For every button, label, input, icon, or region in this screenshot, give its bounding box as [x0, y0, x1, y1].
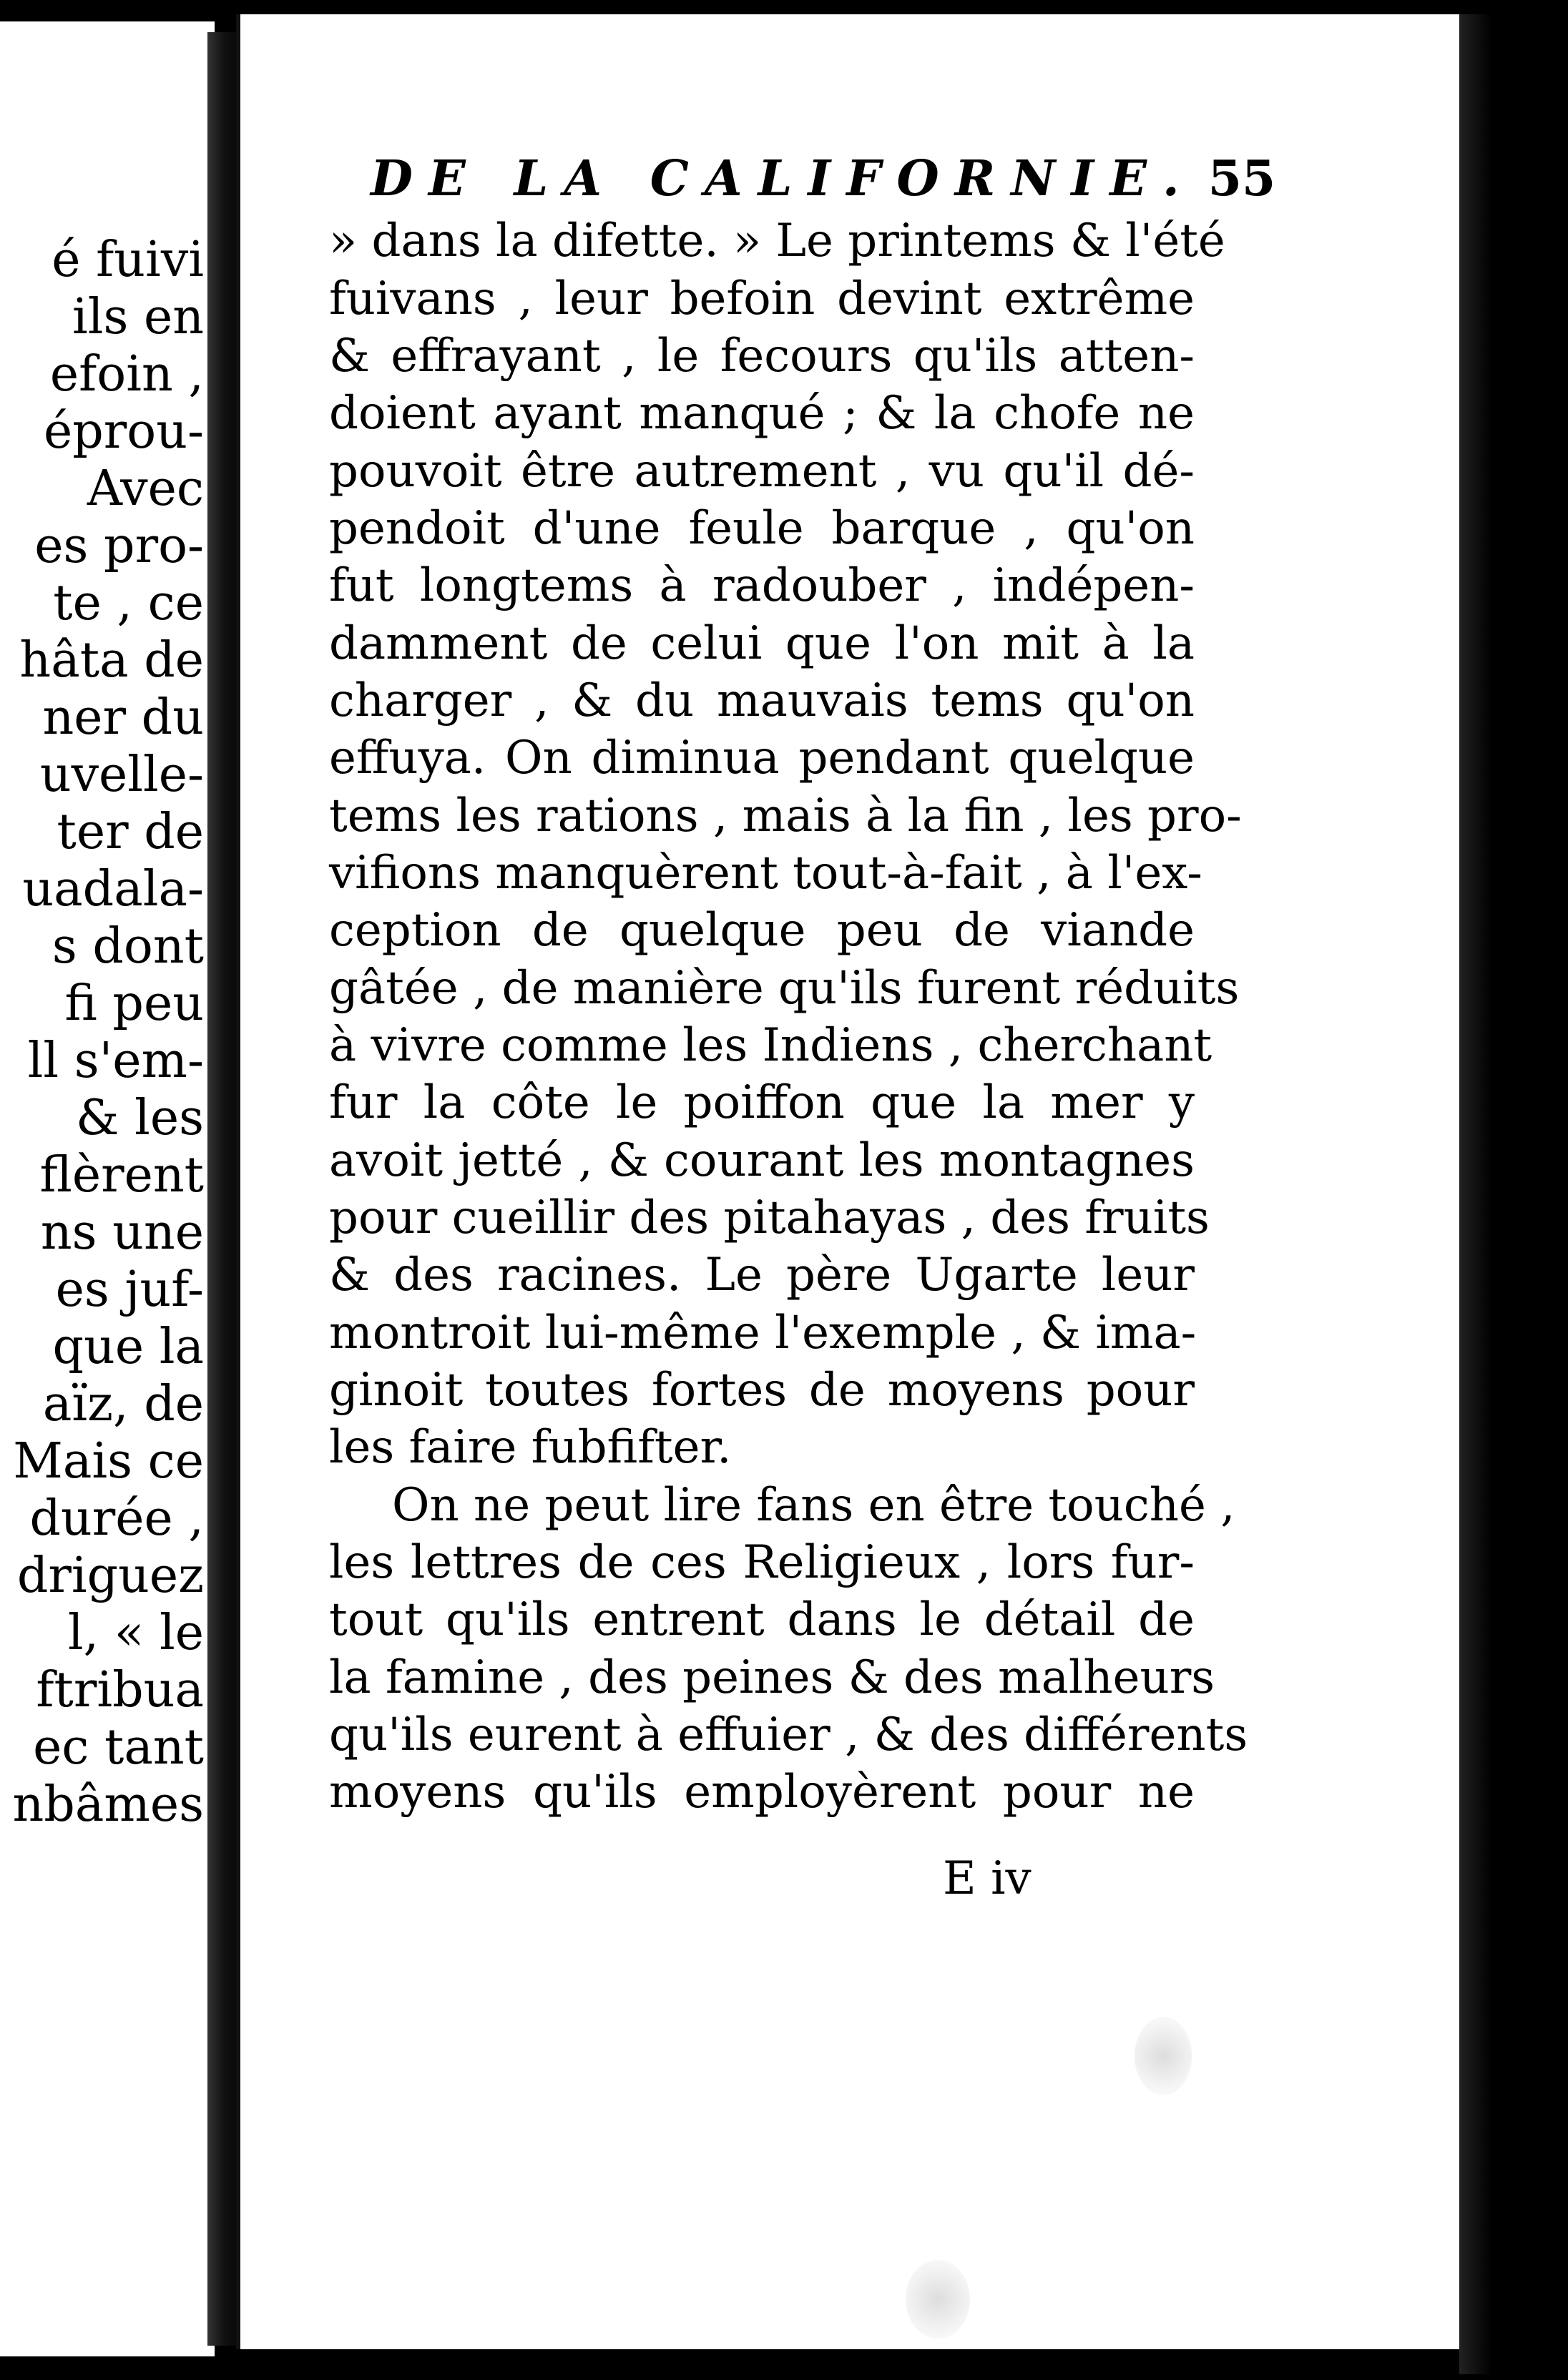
text-line: & des racines. Le père Ugarte leur	[329, 1249, 1195, 1302]
left-page-line: driguez	[16, 1548, 204, 1604]
left-page-line: te , ce	[53, 575, 204, 631]
left-page-line: ter de	[57, 804, 204, 860]
left-page-line: uadala-	[22, 861, 204, 918]
paper-stain	[906, 2260, 970, 2339]
left-page-line: flèrent	[39, 1147, 204, 1204]
text-line: les faire fubfifter.	[329, 1421, 732, 1474]
left-page-line: que la	[52, 1319, 204, 1375]
text-line: gâtée , de manière qu'ils furent réduits	[329, 962, 1240, 1015]
left-page-line: ll s'em-	[27, 1033, 204, 1089]
left-page-line: Avec	[87, 461, 204, 517]
running-head-title: DE LA CALIFORNIE.	[371, 150, 1195, 207]
text-line: la famine , des peines & des malheurs	[329, 1651, 1215, 1704]
left-page-line: es pro-	[34, 518, 204, 574]
left-page-line: s dont	[52, 918, 204, 975]
left-page-line: ils en	[72, 289, 204, 345]
left-page-line: nbâmes	[12, 1776, 204, 1833]
left-page-line: durée ,	[29, 1490, 204, 1547]
text-line: à vivre comme les Indiens , cherchant	[329, 1019, 1212, 1072]
left-page-line: & les	[75, 1090, 204, 1146]
left-page-line: Mais ce	[13, 1433, 204, 1490]
text-line: doient ayant manqué ; & la chofe ne	[329, 387, 1195, 440]
text-line: moyens qu'ils employèrent pour ne	[329, 1766, 1195, 1819]
text-line: vifions manquèrent tout-à-fait , à l'ex-	[329, 847, 1202, 900]
left-page-line: é fuivi	[52, 232, 204, 288]
left-page-line: efoin ,	[49, 346, 204, 403]
left-page-line: ner du	[42, 689, 204, 746]
text-line: les lettres de ces Religieux , lors fur-	[329, 1536, 1195, 1589]
left-page	[0, 21, 215, 2356]
text-line: tems les rations , mais à la fin , les pro-	[329, 790, 1242, 842]
text-line: » dans la difette. » Le printems & l'été	[329, 215, 1225, 267]
left-page-line: ns une	[40, 1204, 204, 1261]
left-page-line: fi peu	[64, 975, 204, 1032]
text-line: avoit jetté , & courant les montagnes	[329, 1134, 1195, 1187]
text-line: pendoit d'une feule barque , qu'on	[329, 502, 1195, 555]
signature-mark: E iv	[943, 1852, 1032, 1905]
text-line: effuya. On diminua pendant quelque	[329, 732, 1195, 785]
left-page-line: l, « le	[67, 1605, 204, 1661]
paper-stain	[1135, 2017, 1192, 2095]
text-line: montroit lui-même l'exemple , & ima-	[329, 1307, 1197, 1359]
page-number: 55	[1207, 150, 1276, 207]
left-page-line: ec tant	[33, 1719, 204, 1776]
left-page-line: uvelle-	[39, 747, 204, 803]
text-line: fur la côte le poiffon que la mer y	[329, 1076, 1195, 1129]
text-line: charger , & du mauvais tems qu'on	[329, 674, 1195, 727]
text-line: pouvoit être autrement , vu qu'il dé-	[329, 445, 1195, 498]
text-line: fuivans , leur befoin devint extrême	[329, 272, 1195, 325]
text-line: On ne peut lire fans en être touché ,	[392, 1479, 1235, 1532]
text-line: qu'ils eurent à effuier , & des différents	[329, 1708, 1248, 1761]
left-page-line: hâta de	[19, 632, 204, 689]
left-page-line: ftribua	[36, 1662, 204, 1718]
book-fore-edge	[1459, 14, 1568, 2374]
text-line: damment de celui que l'on mit à la	[329, 617, 1195, 670]
text-line: ception de quelque peu de viande	[329, 904, 1195, 957]
left-page-line: éprou-	[44, 403, 204, 460]
left-page-line: aïz, de	[42, 1376, 204, 1432]
text-line: & effrayant , le fecours qu'ils atten-	[329, 330, 1195, 383]
left-page-line: es juf-	[55, 1262, 204, 1318]
text-line: tout qu'ils entrent dans le détail de	[329, 1593, 1195, 1646]
running-head	[371, 150, 1276, 207]
text-line: pour cueillir des pitahayas , des fruits	[329, 1191, 1210, 1244]
text-line: fut longtems à radouber , indépen-	[329, 559, 1195, 612]
text-line: ginoit toutes fortes de moyens pour	[329, 1364, 1195, 1417]
